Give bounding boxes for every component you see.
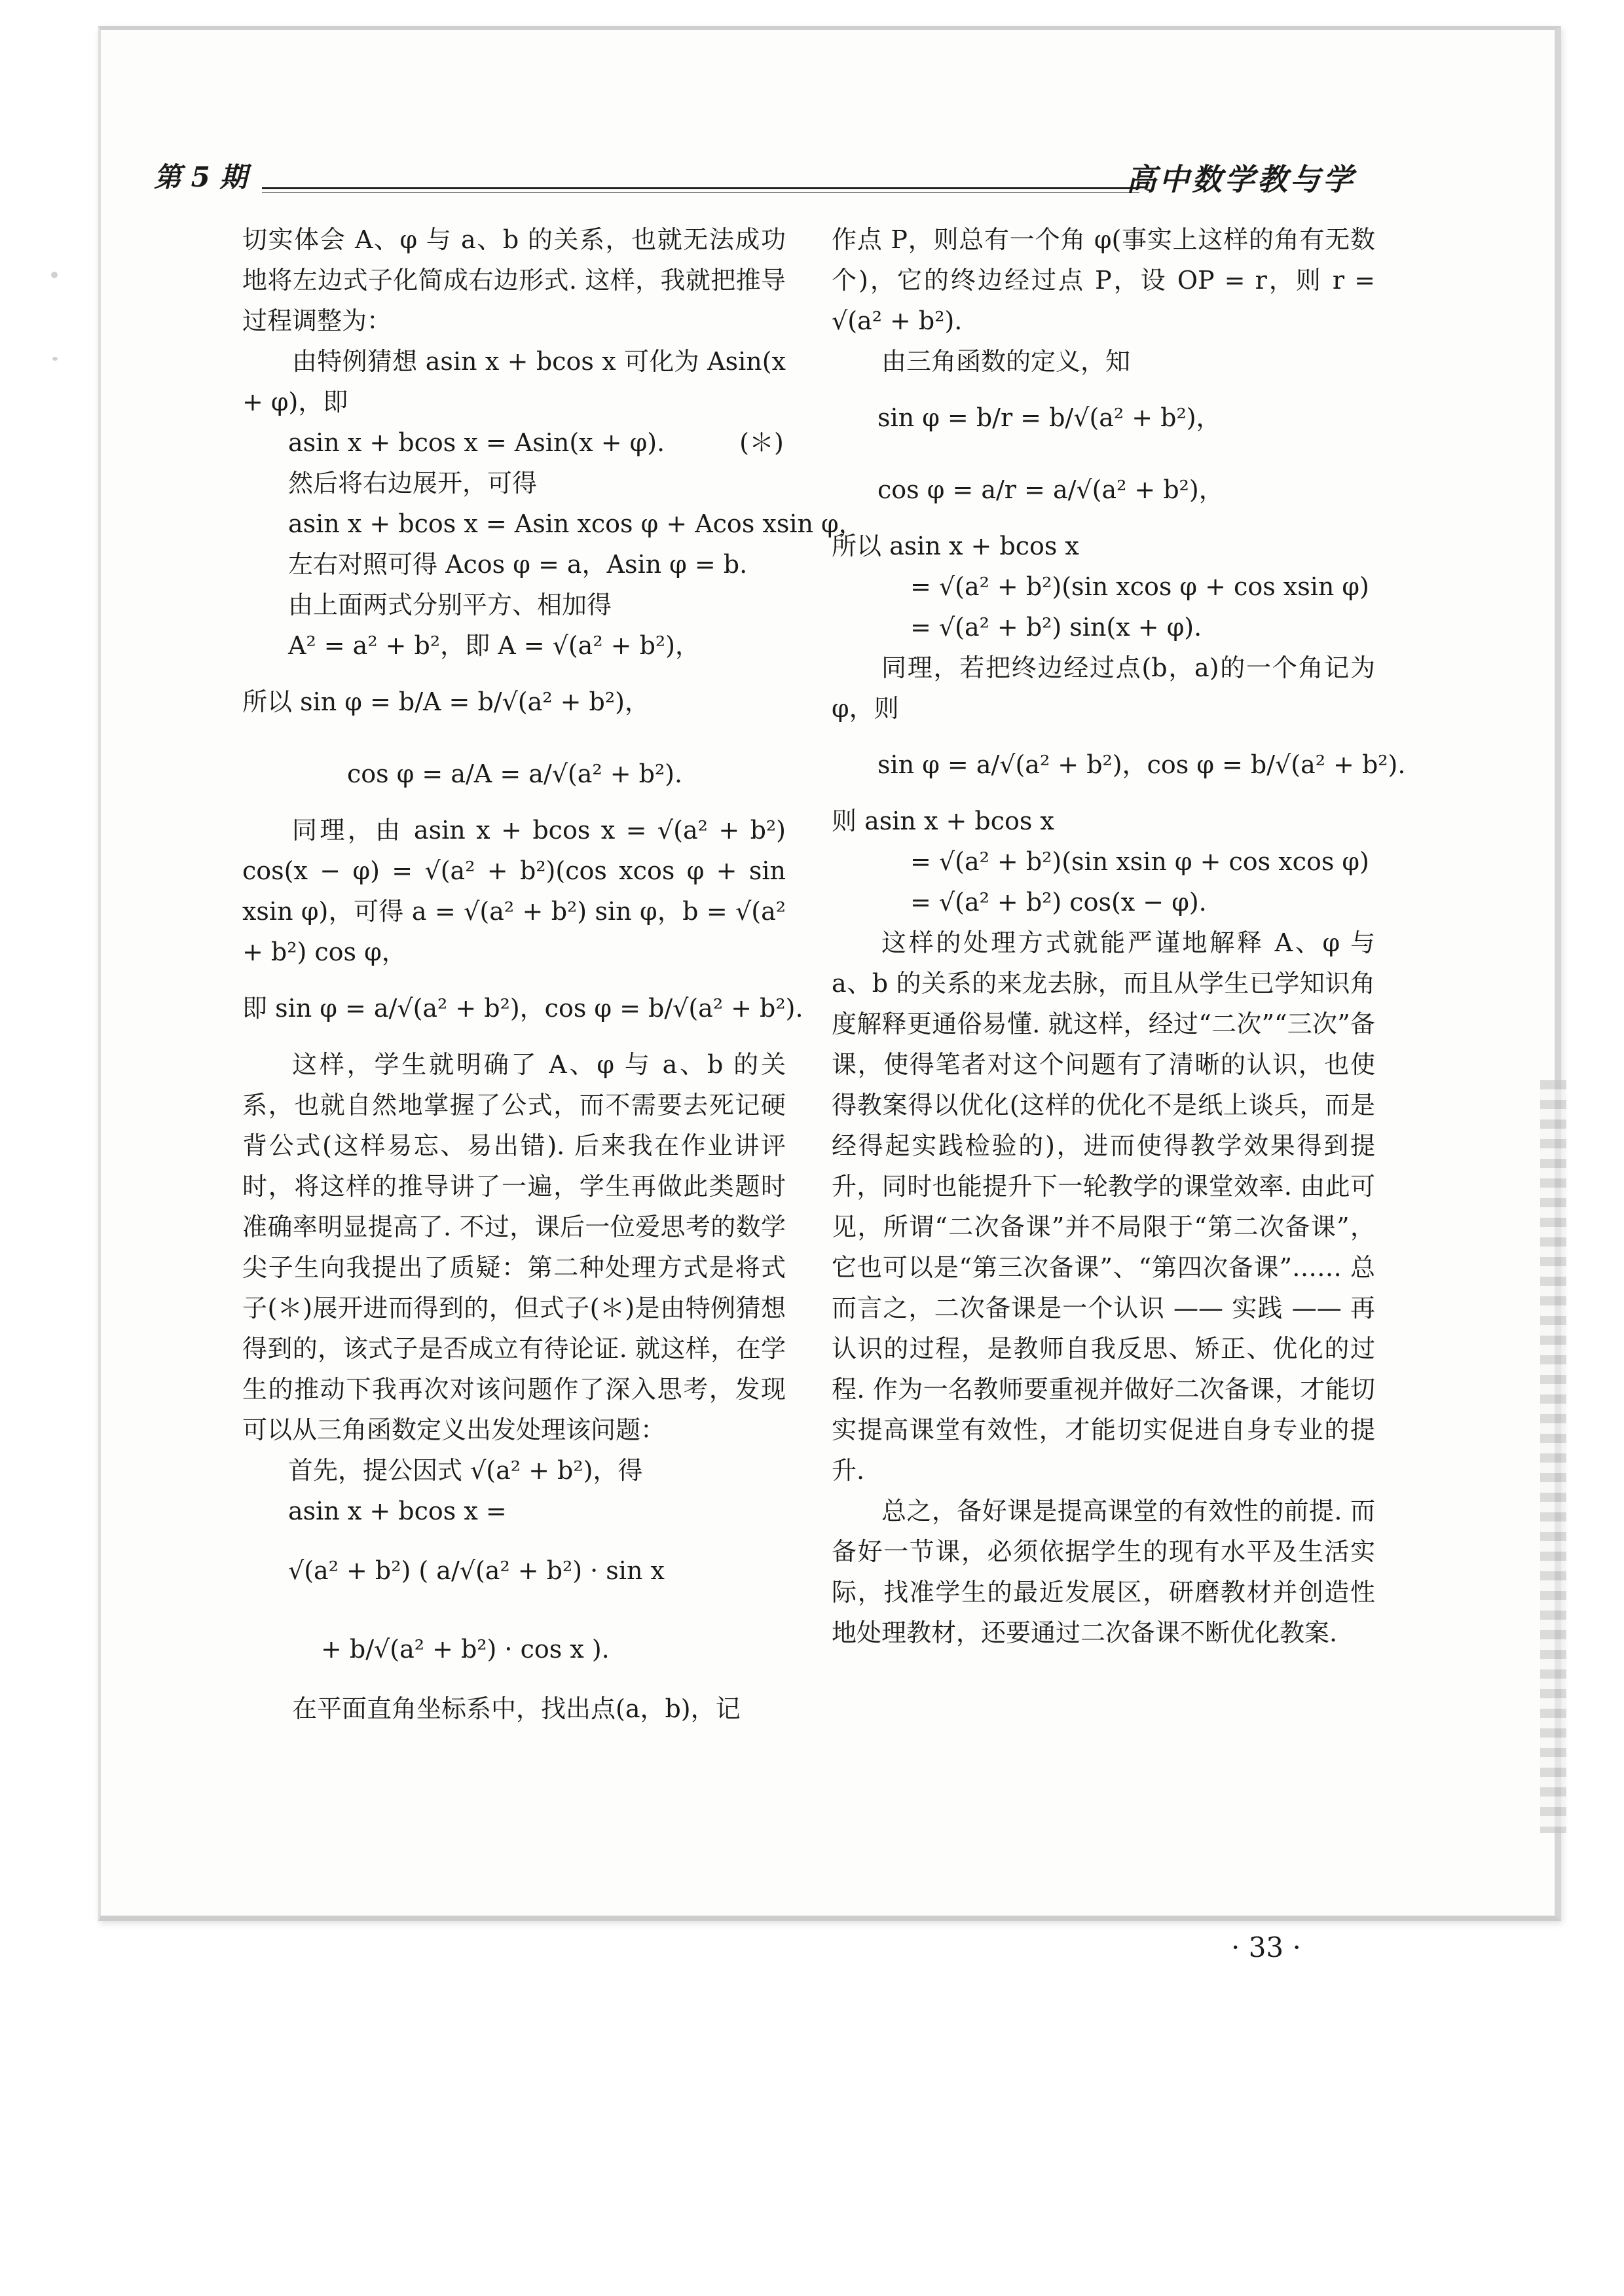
equation-line: = √(a² + b²) sin(x + φ).: [910, 613, 1202, 642]
paragraph: 在平面直角坐标系中，找出点(a，b)，记: [292, 1694, 741, 1723]
equation-line: 由上面两式分别平方、相加得: [288, 591, 612, 619]
paragraph: 总之，备好课是提高课堂的有效性的前提. 而备好一节课，必须依据学生的现有水平及生活实际，找准学生的最近发展区，研磨教材并创造性地处理教材，还要通过二次备课不断优化教案.: [832, 1497, 1375, 1647]
equation-line: + b/√(a² + b²) · cos x ).: [321, 1635, 610, 1664]
paragraph: 切实体会 A、φ 与 a、b 的关系，也就无法成功地将左边式子化简成右边形式. 这样，我就把推导过程调整为：: [242, 225, 786, 335]
scan-speck: [52, 357, 58, 361]
equation-line: asin x + bcos x = Asin xcos φ + Acos xsin φ，: [288, 509, 864, 538]
paragraph: 同理，若把终边经过点(b，a)的一个角记为 φ，则: [832, 653, 1375, 723]
equation-line: 然后将右边展开，可得: [288, 469, 538, 498]
issue-number: 第 5 期: [154, 161, 248, 193]
equation-line: A² = a² + b²，即 A = √(a² + b²)，: [288, 631, 700, 660]
equation-line: = √(a² + b²) cos(x − φ).: [910, 888, 1207, 917]
paragraph: 作点 P，则总有一个角 φ(事实上这样的角有无数个)，它的终边经过点 P，设 OP = r，则 r = √(a² + b²).: [832, 225, 1375, 335]
paragraph: 这样，学生就明确了 A、φ 与 a、b 的关系，也就自然地掌握了公式，而不需要去死记硬背公式(这样易忘、易出错). 后来我在作业讲评时，将这样的推导讲了一遍，学生再做此类题时准确率明显提高了. 不过，课后一位爱思考的数学尖子生向我提出了质疑：第二种处理方式是将式子(＊)展开进而得到的，但式子(＊)是由特例猜想得到的，该式子是否成立有待论证. 就这样，在学生的推动下我再次对该问题作了深入思考，发现可以从三角函数定义出发处理该问题：: [242, 1050, 786, 1444]
equation-line: asin x + bcos x = Asin(x + φ). (＊): [288, 428, 784, 457]
equation-line: asin x + bcos x =: [288, 1497, 507, 1525]
equation-line: 所以 asin x + bcos x: [832, 532, 1079, 560]
page-number: · 33 ·: [1231, 1931, 1301, 1963]
equation-line: = √(a² + b²)(sin xcos φ + cos xsin φ): [910, 572, 1369, 601]
paragraph: 同理，由 asin x + bcos x = √(a² + b²) cos(x − φ) = √(a² + b²)(cos xcos φ + sin xsin φ)，可得 a = √(a² + b²) sin φ，b = √(a² + b²) cos φ，: [242, 816, 786, 966]
journal-title: 高中数学教与学: [1126, 162, 1356, 197]
equation-line: cos φ = a/r = a/√(a² + b²)，: [877, 475, 1224, 504]
equation-line: sin φ = a/√(a² + b²)，cos φ = b/√(a² + b²).: [877, 750, 1406, 779]
right-column: [832, 219, 1406, 1653]
equation-line: cos φ = a/A = a/√(a² + b²).: [347, 759, 683, 788]
paragraph: 由特例猜想 asin x + bcos x 可化为 Asin(x + φ)，即: [242, 347, 786, 416]
header-rule: [262, 187, 1139, 189]
equation-line: 所以 sin φ = b/A = b/√(a² + b²)，: [242, 687, 650, 716]
equation-line: sin φ = b/r = b/√(a² + b²)，: [877, 403, 1221, 432]
scan-edge-artifact: [1540, 1080, 1566, 1833]
equation-line: 左右对照可得 Acos φ = a，Asin φ = b.: [288, 550, 748, 579]
equation-line: = √(a² + b²)(sin xsin φ + cos xcos φ): [910, 847, 1369, 876]
header-rule-thin: [262, 192, 1139, 193]
equation-line: 首先，提公因式 √(a² + b²)，得: [288, 1456, 643, 1485]
running-header: [154, 156, 1356, 202]
paragraph: 由三角函数的定义，知: [881, 347, 1131, 376]
equation-line: 则 asin x + bcos x: [832, 807, 1054, 835]
scan-speck: [51, 272, 58, 278]
equation-line: √(a² + b²) ( a/√(a² + b²) · sin x: [288, 1556, 665, 1585]
equation-line: 即 sin φ = a/√(a² + b²)，cos φ = b/√(a² + b²).: [242, 994, 803, 1023]
left-column: [242, 219, 864, 1729]
paragraph: 这样的处理方式就能严谨地解释 A、φ 与 a、b 的关系的来龙去脉，而且从学生已学知识角度解释更通俗易懂. 就这样，经过“二次”“三次”备课，使得笔者对这个问题有了清晰的认识，也使得教案得以优化(这样的优化不是纸上谈兵，而是经得起实践检验的)，进而使得教学效果得到提升，同时也能提升下一轮教学的课堂效率. 由此可见，所谓“二次备课”并不局限于“第二次备课”，它也可以是“第三次备课”、“第四次备课”…… 总而言之，二次备课是一个认识 —— 实践 —— 再认识的过程，是教师自我反思、矫正、优化的过程. 作为一名教师要重视并做好二次备课，才能切实提高课堂有效性，才能切实促进自身专业的提升.: [832, 928, 1375, 1485]
